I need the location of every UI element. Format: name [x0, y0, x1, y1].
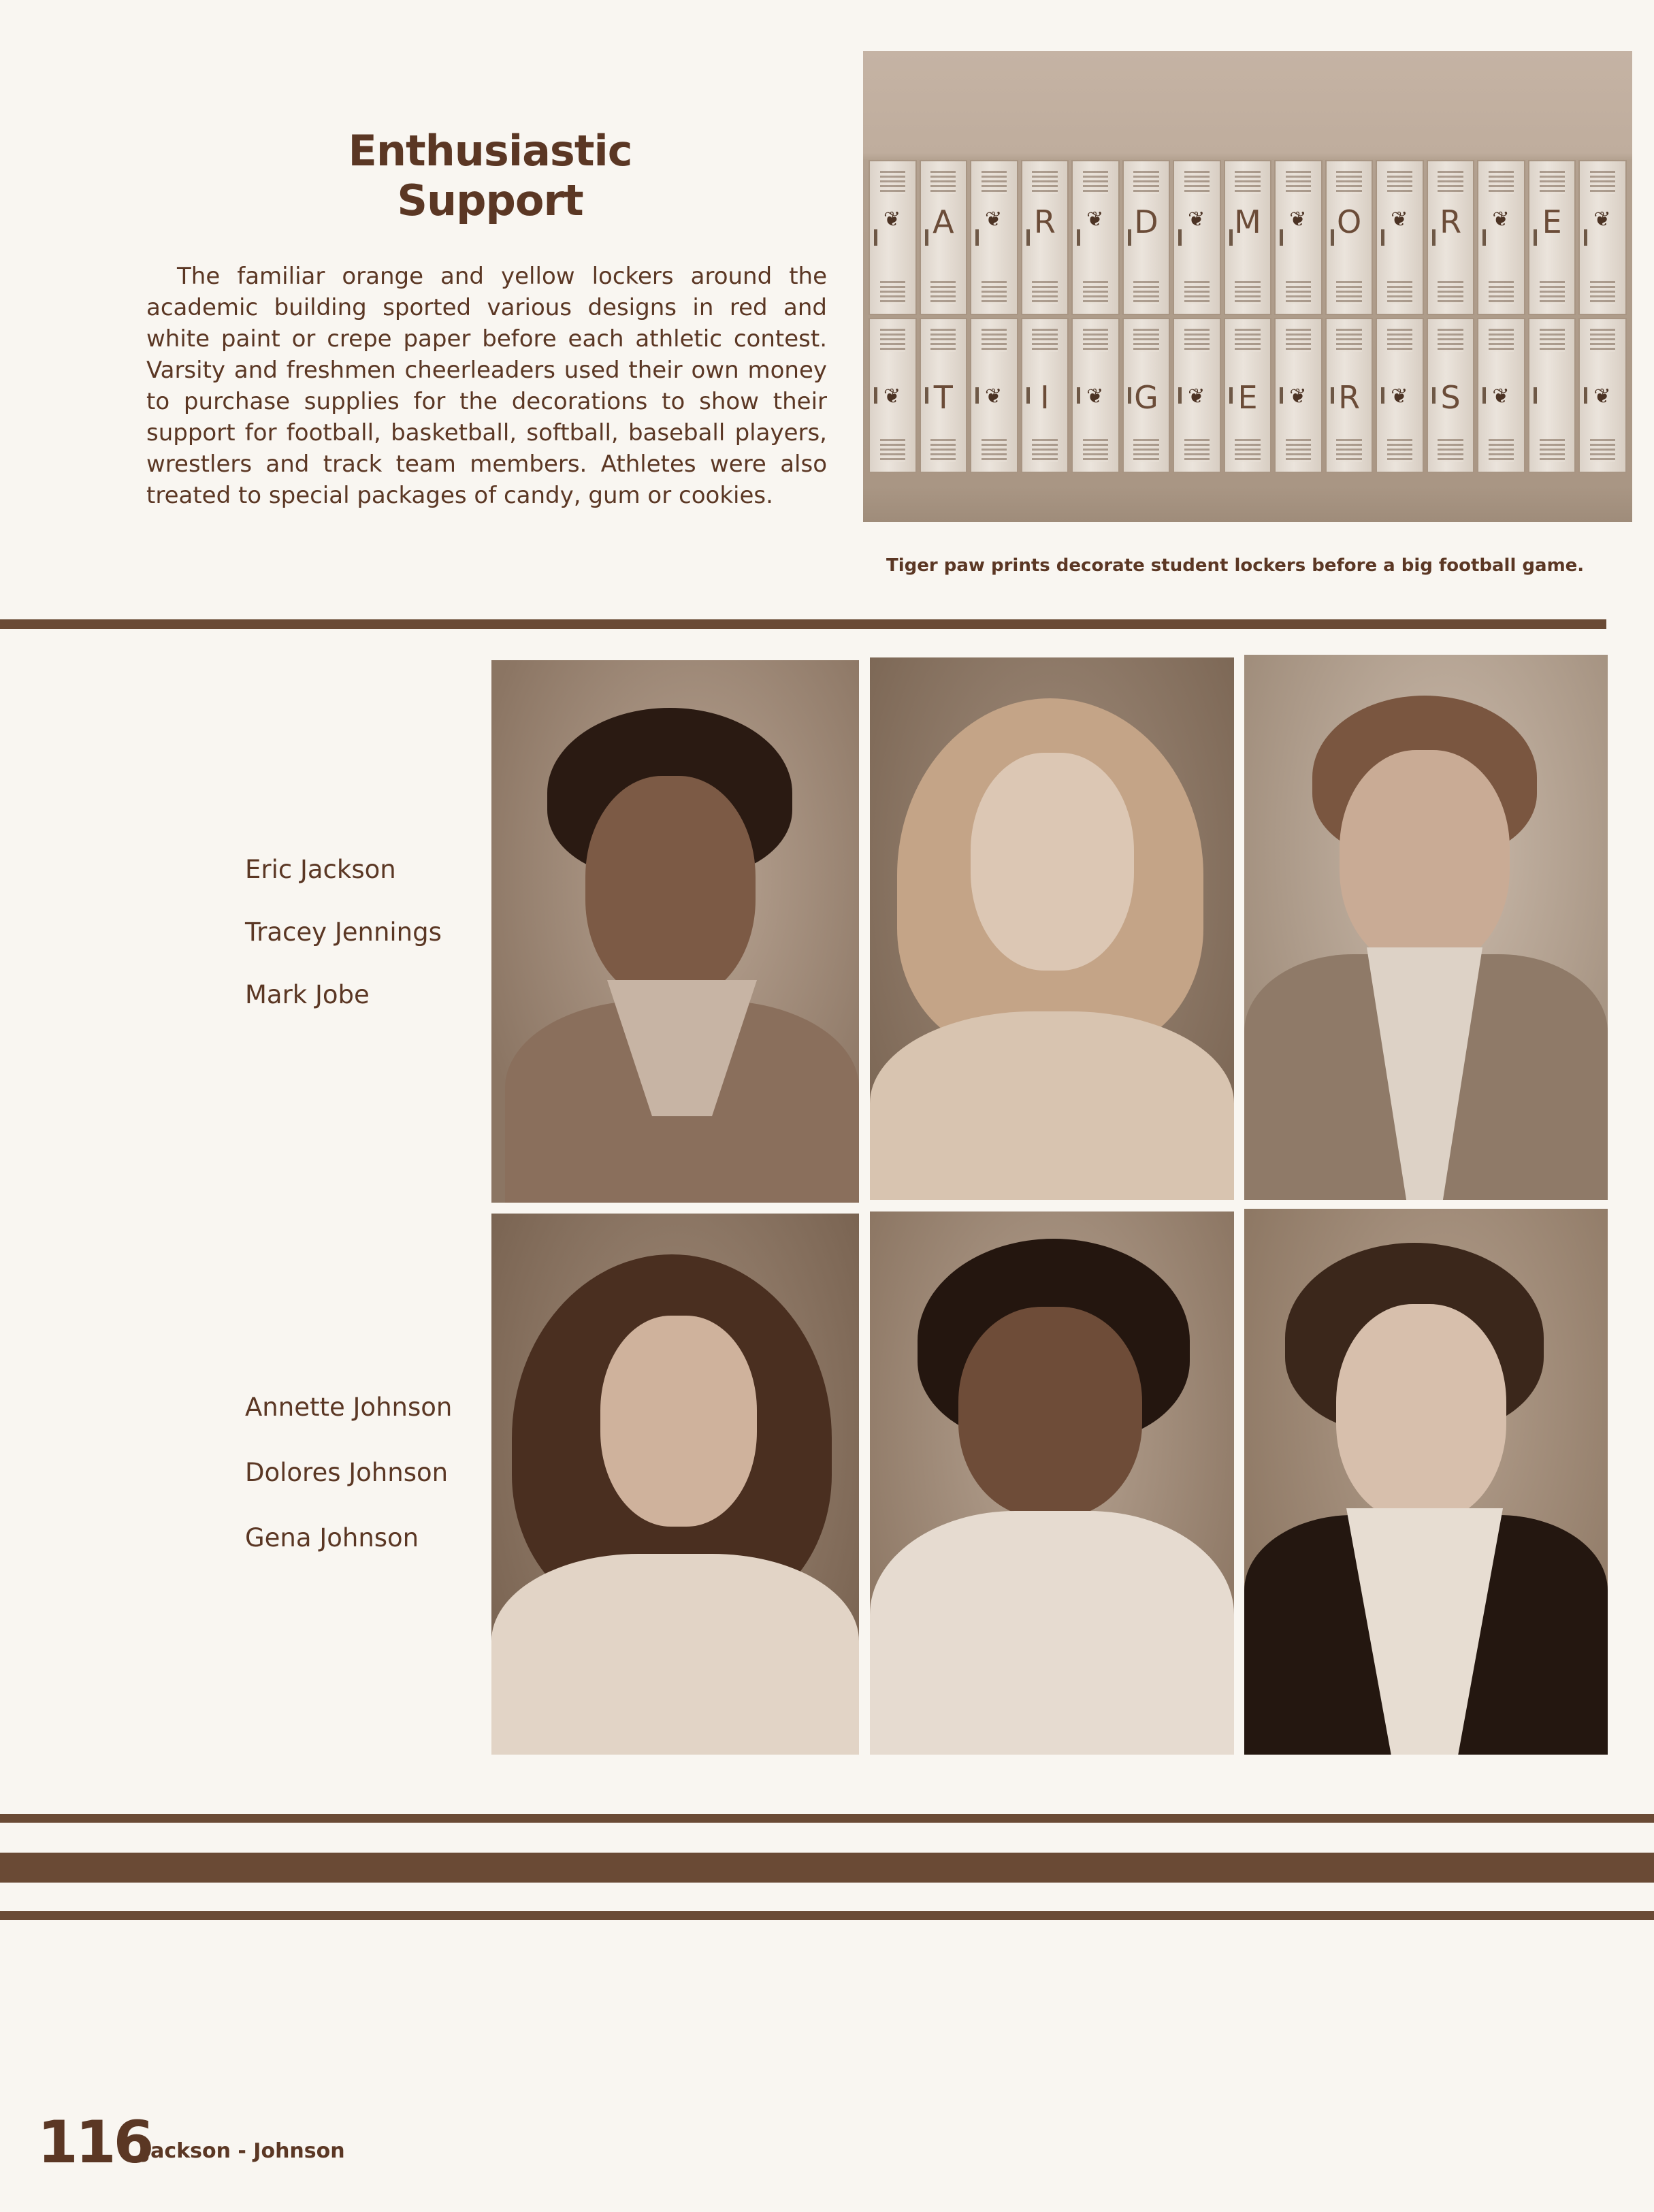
painted-letter: E [1237, 379, 1258, 416]
paw-print-icon: ❦ [985, 385, 1003, 408]
locker [1376, 318, 1424, 473]
student-name: Eric Jackson [245, 855, 396, 884]
paw-print-icon: ❦ [1593, 385, 1611, 408]
paw-print-icon: ❦ [1188, 208, 1205, 231]
painted-letter: M [1234, 204, 1261, 240]
paw-print-icon: ❦ [1188, 385, 1205, 408]
running-head: Jackson - Johnson [143, 2139, 345, 2163]
painted-letter: I [1040, 379, 1050, 416]
portrait-photo [1244, 655, 1608, 1200]
locker [1427, 160, 1475, 315]
paw-print-icon: ❦ [1391, 385, 1408, 408]
locker [1021, 318, 1069, 473]
bottom-stripe-2 [0, 1853, 1654, 1883]
painted-letter: G [1134, 379, 1158, 416]
locker-row-top [869, 160, 1627, 315]
locker [1325, 160, 1374, 315]
names-group-2 [245, 1393, 452, 1586]
locker [1528, 160, 1576, 315]
locker [1528, 318, 1576, 473]
painted-letter: T [933, 379, 953, 416]
locker [1071, 160, 1120, 315]
locker [1122, 318, 1171, 473]
locker [1173, 318, 1221, 473]
locker [1578, 318, 1627, 473]
painted-letter: O [1336, 204, 1362, 240]
locker [920, 160, 968, 315]
painted-letter: E [1542, 204, 1562, 240]
paw-print-icon: ❦ [883, 385, 901, 408]
locker [1477, 160, 1525, 315]
page-title: Enthusiastic Support [348, 126, 632, 225]
painted-letter: D [1134, 204, 1158, 240]
locker [1173, 160, 1221, 315]
locker [1427, 318, 1475, 473]
locker [970, 160, 1018, 315]
portrait-photo [870, 657, 1234, 1200]
painted-letter: A [933, 204, 954, 240]
locker [920, 318, 968, 473]
section-divider [0, 619, 1606, 629]
page-number: 116 [37, 2109, 152, 2177]
locker [1325, 318, 1374, 473]
names-group-1 [245, 855, 442, 1043]
student-name: Tracey Jennings [245, 917, 442, 947]
painted-letter: R [1338, 379, 1361, 416]
student-name: Mark Jobe [245, 980, 370, 1009]
locker [869, 318, 917, 473]
paw-print-icon: ❦ [883, 208, 901, 231]
intro-paragraph: The familiar orange and yellow lockers around the academic building sported various designs in red and white paint or crepe paper before each athletic contest. Varsity and freshmen cheerleaders used their own money to purchase supplies for the decorations to show their support for football, basketball, softball, baseball players, wrestlers and track team members. Athletes were also treated to special packages of candy, gum or cookies. [146, 263, 827, 509]
portrait-photo [491, 660, 859, 1203]
paw-print-icon: ❦ [1289, 208, 1307, 231]
locker [1274, 160, 1323, 315]
painted-letter: R [1033, 204, 1056, 240]
locker-photo [863, 51, 1632, 522]
student-name: Dolores Johnson [245, 1458, 449, 1487]
paw-print-icon: ❦ [1391, 208, 1408, 231]
photo-caption: Tiger paw prints decorate student lockers before a big football game. [886, 555, 1585, 576]
paw-print-icon: ❦ [1593, 208, 1611, 231]
painted-letter: R [1440, 204, 1462, 240]
student-name: Annette Johnson [245, 1393, 453, 1422]
paw-print-icon: ❦ [1086, 385, 1104, 408]
student-name: Gena Johnson [245, 1523, 419, 1552]
locker [1224, 160, 1272, 315]
locker [1122, 160, 1171, 315]
bottom-stripe-3 [0, 1911, 1654, 1920]
locker [1376, 160, 1424, 315]
locker [1021, 160, 1069, 315]
locker [1071, 318, 1120, 473]
paw-print-icon: ❦ [985, 208, 1003, 231]
locker [1578, 160, 1627, 315]
portrait-photo [1244, 1209, 1608, 1755]
locker-row-bottom [869, 318, 1627, 473]
paw-print-icon: ❦ [1492, 385, 1510, 408]
locker [869, 160, 917, 315]
locker [1224, 318, 1272, 473]
portrait-photo [870, 1211, 1234, 1755]
paw-print-icon: ❦ [1289, 385, 1307, 408]
painted-letter: S [1440, 379, 1461, 416]
paw-print-icon: ❦ [1492, 208, 1510, 231]
locker [1274, 318, 1323, 473]
paw-print-icon: ❦ [1086, 208, 1104, 231]
locker [1477, 318, 1525, 473]
bottom-stripe-1 [0, 1814, 1654, 1823]
portrait-photo [491, 1214, 859, 1755]
locker [970, 318, 1018, 473]
